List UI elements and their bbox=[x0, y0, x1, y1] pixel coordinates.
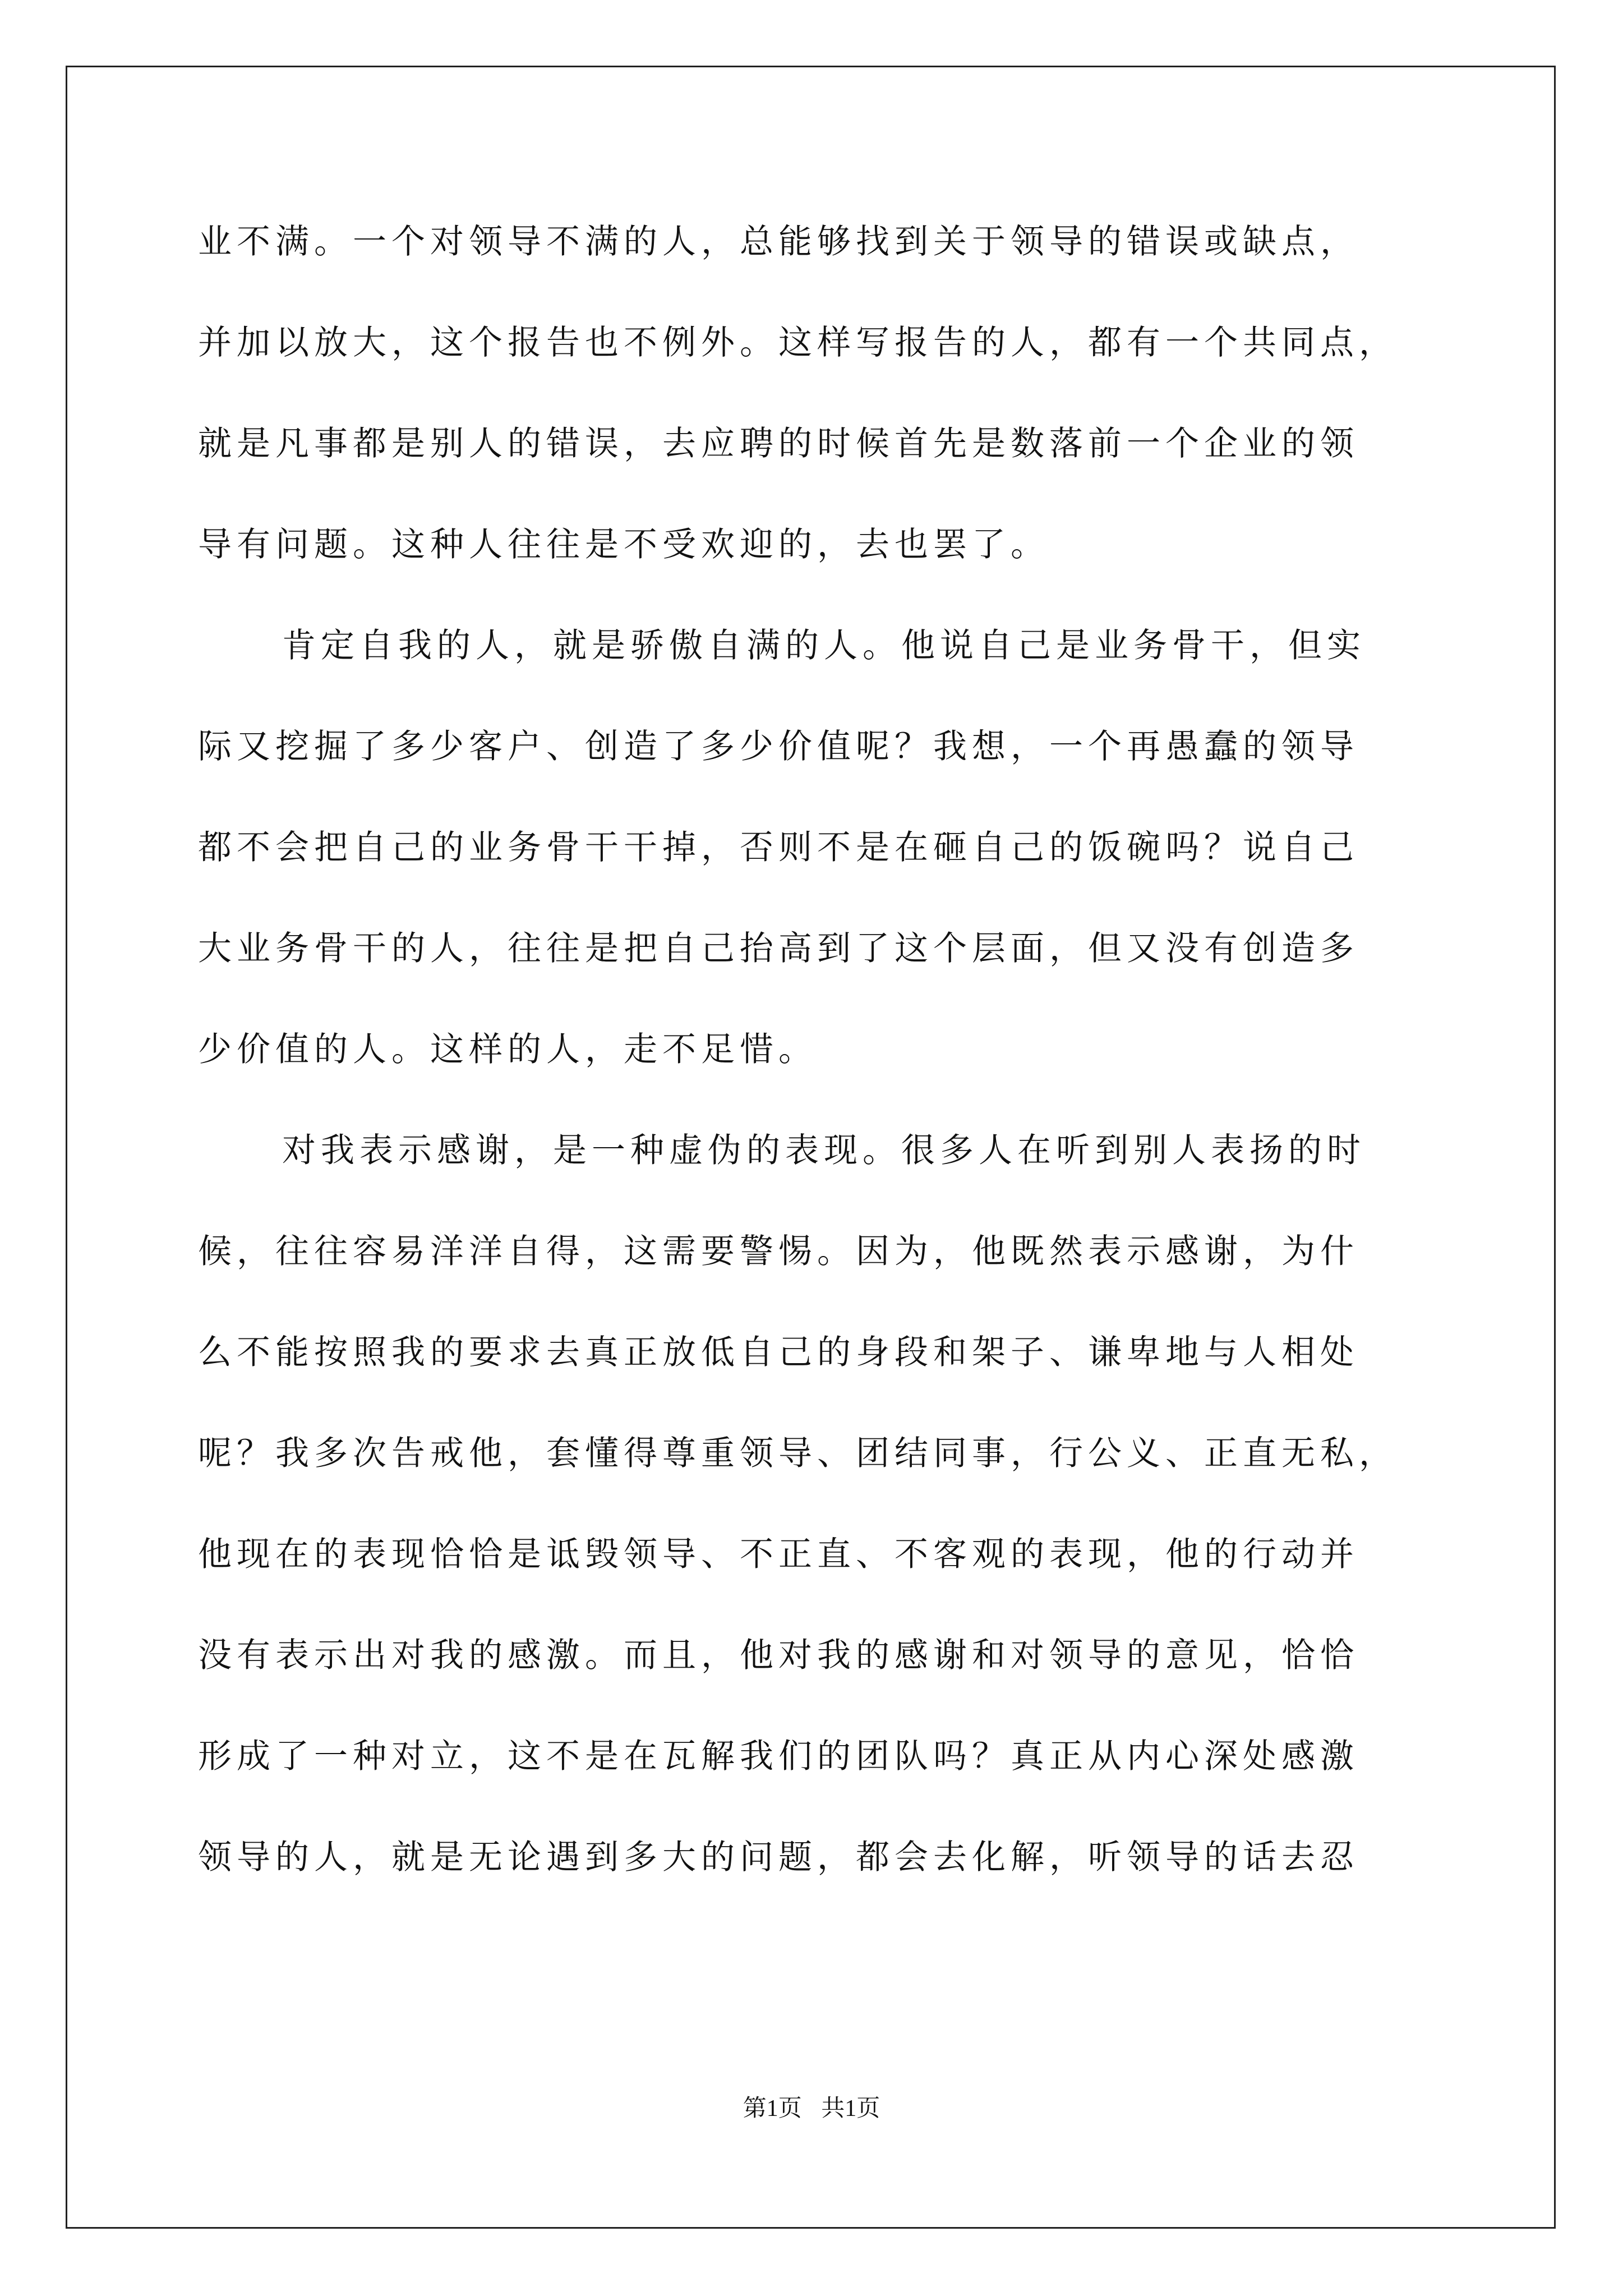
text-line: 导有问题。这种人往往是不受欢迎的，去也罢了。 bbox=[198, 525, 1049, 564]
text-line: 少价值的人。这样的人，走不足惜。 bbox=[198, 1030, 817, 1069]
text-line: 没有表示出对我的感激。而且，他对我的感谢和对领导的意见，恰恰 bbox=[198, 1636, 1359, 1675]
text-line: 候，往往容易洋洋自得，这需要警惕。因为，他既然表示感谢，为什 bbox=[198, 1232, 1359, 1271]
text-line: 他现在的表现恰恰是诋毁领导、不正直、不客观的表现，他的行动并 bbox=[198, 1535, 1359, 1574]
page-footer bbox=[0, 2090, 1623, 2123]
text-line: 业不满。一个对领导不满的人，总能够找到关于领导的错误或缺点， bbox=[198, 222, 1359, 261]
paragraph-first-line: 对我表示感谢，是一种虚伪的表现。很多人在听到别人表扬的时 bbox=[282, 1131, 1366, 1170]
text-line: 大业务骨干的人，往往是把自己抬高到了这个层面，但又没有创造多 bbox=[198, 929, 1359, 968]
page-total: 共1页 bbox=[821, 2096, 880, 2122]
text-line: 就是凡事都是别人的错误，去应聘的时候首先是数落前一个企业的领 bbox=[198, 424, 1359, 463]
text-line: 领导的人，就是无论遇到多大的问题，都会去化解，听领导的话去忍 bbox=[198, 1838, 1359, 1877]
text-line: 呢？我多次告戒他，套懂得尊重领导、团结同事，行公义、正直无私， bbox=[198, 1434, 1398, 1473]
document-body bbox=[198, 191, 1438, 1908]
paragraph-first-line: 肯定自我的人，就是骄傲自满的人。他说自己是业务骨干，但实 bbox=[282, 626, 1366, 665]
text-line: 都不会把自己的业务骨干干掉，否则不是在砸自己的饭碗吗？说自己 bbox=[198, 828, 1359, 867]
text-line: 么不能按照我的要求去真正放低自己的身段和架子、谦卑地与人相处 bbox=[198, 1333, 1359, 1372]
text-line: 形成了一种对立，这不是在瓦解我们的团队吗？真正从内心深处感激 bbox=[198, 1737, 1359, 1776]
page-number: 第1页 bbox=[743, 2096, 802, 2122]
text-line: 际又挖掘了多少客户、创造了多少价值呢？我想，一个再愚蠢的领导 bbox=[198, 727, 1359, 766]
text-line: 并加以放大，这个报告也不例外。这样写报告的人，都有一个共同点， bbox=[198, 323, 1398, 362]
